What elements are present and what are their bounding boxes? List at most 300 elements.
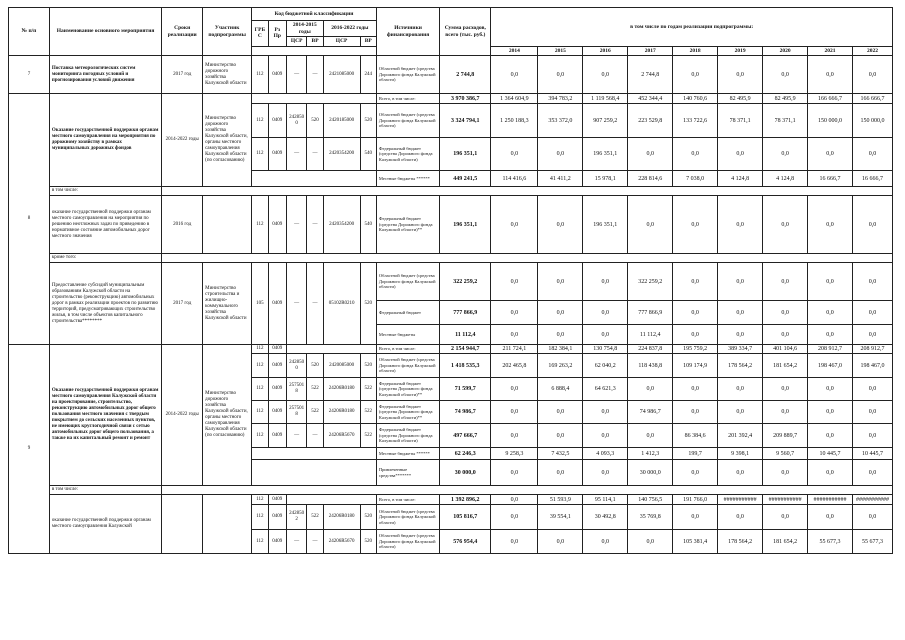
total-sum: 30 000,0	[440, 460, 491, 486]
document-page	[8, 7, 893, 631]
vr-code: —	[307, 196, 323, 254]
year-value: 0,0	[583, 401, 628, 424]
year-value: 0,0	[718, 263, 763, 301]
header-year-2020: 2020	[763, 46, 808, 56]
year-value: 10 445,7	[853, 448, 893, 460]
header-csr-2: ЦСР	[323, 37, 360, 47]
year-value: 0,0	[538, 138, 583, 171]
year-value: 130 754,8	[583, 345, 628, 354]
year-value: 0,0	[583, 56, 628, 94]
year-value: 0,0	[491, 401, 538, 424]
vr-code: 520	[360, 354, 376, 378]
year-value: 64 621,3	[583, 378, 628, 401]
term: 2016 год	[162, 196, 203, 254]
vr-code: —	[307, 56, 323, 94]
year-value: 9 560,7	[763, 448, 808, 460]
grbs-code: 112	[252, 505, 268, 530]
total-sum: 1 392 896,2	[440, 495, 491, 505]
year-value: 0,0	[808, 460, 853, 486]
year-value: 0,0	[491, 325, 538, 345]
year-value: 0,0	[538, 301, 583, 325]
year-value: 191 766,0	[673, 495, 718, 505]
header-csr-1: ЦСР	[286, 37, 306, 47]
header-2016-2022: 2016-2022 годы	[323, 21, 376, 37]
year-value: 82 495,9	[763, 94, 808, 104]
csr-code: —	[286, 56, 306, 94]
year-value: 389 334,7	[718, 345, 763, 354]
header-year-2015: 2015	[538, 46, 583, 56]
year-value: 0,0	[718, 301, 763, 325]
year-value: 0,0	[673, 401, 718, 424]
year-value: 209 889,7	[763, 424, 808, 448]
year-value: 0,0	[673, 505, 718, 530]
csr-code: 2575018	[286, 378, 306, 401]
csr-code: 2420354200	[323, 196, 360, 254]
header-vr-1: ВР	[307, 37, 323, 47]
rzpr-code: 0409	[268, 401, 286, 424]
vr-code: —	[307, 530, 323, 554]
year-value: 0,0	[808, 401, 853, 424]
vr-code: 522	[360, 378, 376, 401]
funding-source: Всего, в том числе:	[376, 94, 439, 104]
year-value: 0,0	[808, 424, 853, 448]
header-year-2017: 2017	[628, 46, 673, 56]
year-value: 78 371,1	[763, 104, 808, 138]
year-value: 35 769,8	[628, 505, 673, 530]
year-value: 140 760,6	[673, 94, 718, 104]
year-value: 0,0	[808, 301, 853, 325]
codes-empty	[286, 345, 376, 354]
year-value: 0,0	[583, 460, 628, 486]
year-value: 196 351,1	[583, 196, 628, 254]
year-value: 452 344,4	[628, 94, 673, 104]
year-value: 0,0	[763, 196, 808, 254]
year-value: 0,0	[853, 325, 893, 345]
year-value: 0,0	[853, 505, 893, 530]
csr-code: 24206R0180	[323, 505, 360, 530]
year-value: 78 371,1	[718, 104, 763, 138]
year-value: 211 724,1	[491, 345, 538, 354]
year-value: 0,0	[628, 378, 673, 401]
funding-source: Областной бюджет (средства Дорожного фонда Калужской области)	[376, 104, 439, 138]
measure-name: Оказание государственной поддержки органам местного самоуправления Калужской области на проектирование, строительство, реконструкцию автомобильных дорог общего пользования местного значения с твердым покрытием до сельских населенных пунктов, не имеющих круглогодичной связи с сетью автомобильных дорог общего пользования, а также на их капитальный ремонт и ремонт	[49, 345, 161, 486]
vr-code: 520	[360, 104, 376, 138]
codes-empty	[252, 460, 377, 486]
header-num: № п/п	[9, 8, 50, 56]
year-value: 2 744,8	[628, 56, 673, 94]
funding-source: Областной бюджет (средства Дорожного фонда Калужской области)	[376, 56, 439, 94]
year-value: 0,0	[628, 424, 673, 448]
csr-code: 2575018	[286, 401, 306, 424]
year-value: 105 381,4	[673, 530, 718, 554]
funding-source: Федеральный бюджет (средства Дорожного фонда Калужской области)**	[376, 378, 439, 401]
year-value: 228 814,6	[628, 171, 673, 187]
header-code-spacer	[252, 46, 377, 56]
header-sum: Сумма расходов, всего (тыс. руб.)	[440, 8, 491, 56]
header-source: Источники финансирования	[376, 8, 439, 56]
codes-empty	[252, 171, 377, 187]
rzpr-code: 0409	[268, 56, 286, 94]
total-sum: 322 259,2	[440, 263, 491, 301]
year-value: 15 978,1	[583, 171, 628, 187]
csr-code: —	[286, 196, 306, 254]
year-value: 0,0	[763, 56, 808, 94]
year-value: 0,0	[853, 424, 893, 448]
year-value: 7 038,0	[673, 171, 718, 187]
year-value: 114 416,6	[491, 171, 538, 187]
participant-empty	[203, 495, 252, 554]
rzpr-code: 0409	[268, 263, 286, 345]
year-value: 178 564,2	[718, 354, 763, 378]
year-value: 0,0	[763, 505, 808, 530]
total-sum: 196 351,1	[440, 138, 491, 171]
total-sum: 74 986,7	[440, 401, 491, 424]
vr-code: 520	[360, 263, 376, 345]
funding-source: Всего, в том числе:	[376, 345, 439, 354]
empty-cell	[162, 187, 893, 196]
year-value: 0,0	[853, 196, 893, 254]
header-vr-2: ВР	[360, 37, 376, 47]
year-value: 0,0	[491, 263, 538, 301]
total-sum: 105 816,7	[440, 505, 491, 530]
table-row	[9, 56, 893, 94]
year-value: ###########	[763, 495, 808, 505]
header-name: Наименование основного мероприятия	[49, 8, 161, 56]
year-value: 353 372,0	[538, 104, 583, 138]
vr-code: 520	[307, 354, 323, 378]
year-value: 907 259,2	[583, 104, 628, 138]
year-value: 39 554,1	[538, 505, 583, 530]
year-value: 199,7	[673, 448, 718, 460]
vr-code: 522	[307, 401, 323, 424]
year-value: 11 112,4	[628, 325, 673, 345]
total-sum: 2 154 944,7	[440, 345, 491, 354]
year-value: 0,0	[538, 263, 583, 301]
empty-cell	[162, 254, 893, 263]
year-value: 0,0	[491, 196, 538, 254]
grbs-code: 105	[252, 263, 268, 345]
year-value: 401 104,6	[763, 345, 808, 354]
year-value: 0,0	[673, 138, 718, 171]
year-value: 0,0	[583, 263, 628, 301]
header-year-2022: 2022	[853, 46, 893, 56]
year-value: 62 040,2	[583, 354, 628, 378]
codes-empty	[252, 94, 377, 104]
year-value: 7 432,5	[538, 448, 583, 460]
codes-empty	[252, 448, 377, 460]
csr-code: 2420185000	[323, 104, 360, 138]
year-value: 1 364 604,9	[491, 94, 538, 104]
year-value: 0,0	[763, 460, 808, 486]
rzpr-code: 0409	[268, 424, 286, 448]
total-sum: 1 418 535,3	[440, 354, 491, 378]
term: 2014-2022 годы	[162, 94, 203, 187]
header-years-group: в том числе по годам реализации подпрограммы:	[491, 8, 893, 47]
year-value: 0,0	[673, 263, 718, 301]
csr-code: —	[286, 263, 306, 345]
grbs-code: 112	[252, 401, 268, 424]
csr-code: —	[286, 530, 306, 554]
total-sum: 3 324 794,1	[440, 104, 491, 138]
year-value: 4 124,8	[763, 171, 808, 187]
vr-code: 520	[307, 104, 323, 138]
year-value: 0,0	[763, 138, 808, 171]
year-value: 777 866,9	[628, 301, 673, 325]
total-sum: 2 744,8	[440, 56, 491, 94]
total-sum: 3 970 386,7	[440, 94, 491, 104]
total-sum: 449 241,5	[440, 171, 491, 187]
funding-source: Местные бюджеты ******	[376, 448, 439, 460]
vr-code: —	[307, 424, 323, 448]
header-2014-2015: 2014-2015 годы	[286, 21, 323, 37]
year-value: 118 438,8	[628, 354, 673, 378]
vr-code: —	[307, 138, 323, 171]
year-value: 0,0	[853, 378, 893, 401]
funding-source: Местные бюджеты	[376, 325, 439, 345]
year-value: 195 759,2	[673, 345, 718, 354]
year-value: 224 837,8	[628, 345, 673, 354]
table-row	[9, 486, 893, 495]
term: 2014-2022 годы	[162, 345, 203, 486]
csr-code: 2421085000	[323, 56, 360, 94]
year-value: ###########	[718, 495, 763, 505]
header-participant: Участник подпрограммы	[203, 8, 252, 56]
grbs-code: 112	[252, 196, 268, 254]
year-value: 169 263,2	[538, 354, 583, 378]
year-value: 0,0	[763, 325, 808, 345]
year-value: 0,0	[718, 378, 763, 401]
total-sum: 11 112,4	[440, 325, 491, 345]
header-term: Сроки реализации	[162, 8, 203, 56]
year-value: 0,0	[538, 424, 583, 448]
header-budget-code: Код бюджетной классификации	[252, 8, 377, 21]
csr-code: 05102R0210	[323, 263, 360, 345]
rzpr-code: 0409	[268, 196, 286, 254]
grbs-code: 112	[252, 378, 268, 401]
year-value: 0,0	[763, 263, 808, 301]
year-value: 196 351,1	[583, 138, 628, 171]
year-value: 181 654,2	[763, 530, 808, 554]
budget-table	[8, 7, 893, 554]
year-value: 322 259,2	[628, 263, 673, 301]
csr-code: 2420354200	[323, 138, 360, 171]
table-row	[9, 94, 893, 104]
row-number: 9	[9, 345, 50, 554]
year-value: 0,0	[808, 505, 853, 530]
year-value: 140 756,5	[628, 495, 673, 505]
year-value: 10 445,7	[808, 448, 853, 460]
funding-source: Областной бюджет (средства Дорожного фонда Калужской области)	[376, 263, 439, 301]
year-value: ###########	[853, 495, 893, 505]
csr-code: 24206R0180	[323, 378, 360, 401]
year-value: 95 114,1	[583, 495, 628, 505]
year-value: 0,0	[673, 56, 718, 94]
rzpr-code: 0409	[268, 104, 286, 138]
year-value: 0,0	[763, 401, 808, 424]
year-value: 0,0	[538, 196, 583, 254]
year-value: 0,0	[491, 424, 538, 448]
year-value: 181 654,2	[763, 354, 808, 378]
csr-code: 2428500	[286, 104, 306, 138]
header-year-2019: 2019	[718, 46, 763, 56]
year-value: 223 529,8	[628, 104, 673, 138]
year-value: 0,0	[491, 460, 538, 486]
csr-code: 24206R0180	[323, 401, 360, 424]
year-value: 0,0	[628, 196, 673, 254]
year-value: 0,0	[853, 263, 893, 301]
year-value: 0,0	[853, 56, 893, 94]
year-value: ###########	[808, 495, 853, 505]
year-value: 4 124,8	[718, 171, 763, 187]
csr-code: 24206R5670	[323, 530, 360, 554]
year-value: 0,0	[718, 505, 763, 530]
csr-code: 2428502	[286, 505, 306, 530]
year-value: 0,0	[491, 495, 538, 505]
grbs-code: 112	[252, 495, 268, 505]
total-sum: 196 351,1	[440, 196, 491, 254]
year-value: 198 467,0	[853, 354, 893, 378]
participant: Министерство дорожного хозяйства Калужской области, органы местного самоуправления Калужской области (по согласованию)	[203, 94, 252, 187]
year-value: 0,0	[491, 505, 538, 530]
vr-code: 522	[307, 505, 323, 530]
year-value: 86 384,6	[673, 424, 718, 448]
csr-code: 2428500	[286, 354, 306, 378]
vr-code: 520	[360, 530, 376, 554]
measure-name: Оказание государственной поддержки органам местного самоуправления на мероприятия по дорожному хозяйству в рамках муниципальных дорожных фондов	[49, 94, 161, 187]
year-value: 0,0	[763, 378, 808, 401]
rzpr-code: 0409	[268, 354, 286, 378]
year-value: 0,0	[808, 196, 853, 254]
year-value: 0,0	[718, 56, 763, 94]
funding-source: Федеральный бюджет (средства Дорожного фонда Калужской области)**	[376, 196, 439, 254]
year-value: 198 467,0	[808, 354, 853, 378]
vr-code: 244	[360, 56, 376, 94]
empty-cell	[162, 486, 893, 495]
year-value: 4 093,3	[583, 448, 628, 460]
measure-name: Поставка метеорологических систем мониторинга погодных условий и прогнозирования условий движения	[49, 56, 161, 94]
funding-source: Местные бюджеты ******	[376, 171, 439, 187]
rzpr-code: 0409	[268, 530, 286, 554]
rzpr-code: 0409	[268, 138, 286, 171]
year-value: 0,0	[583, 530, 628, 554]
header-year-2021: 2021	[808, 46, 853, 56]
year-value: 0,0	[583, 424, 628, 448]
vr-code: —	[307, 263, 323, 345]
year-value: 0,0	[853, 401, 893, 424]
year-value: 0,0	[853, 301, 893, 325]
year-value: 55 677,3	[808, 530, 853, 554]
funding-source: Всего, в том числе:	[376, 495, 439, 505]
total-sum: 62 246,3	[440, 448, 491, 460]
codes-empty	[286, 495, 376, 505]
total-sum: 71 599,7	[440, 378, 491, 401]
year-value: 0,0	[538, 56, 583, 94]
term: 2017 год	[162, 263, 203, 345]
year-value: 82 495,9	[718, 94, 763, 104]
year-value: 0,0	[853, 460, 893, 486]
term-empty	[162, 495, 203, 554]
vr-code: 540	[360, 138, 376, 171]
header-grbs: ГРБС	[252, 21, 268, 47]
year-value: 0,0	[718, 325, 763, 345]
grbs-code: 112	[252, 345, 268, 354]
year-value: 1 119 568,4	[583, 94, 628, 104]
year-value: 0,0	[673, 378, 718, 401]
year-value: 0,0	[628, 138, 673, 171]
year-value: 30 492,8	[583, 505, 628, 530]
year-value: 150 000,0	[853, 104, 893, 138]
year-value: 0,0	[808, 378, 853, 401]
year-value: 0,0	[538, 401, 583, 424]
section-label: в том числе:	[49, 187, 161, 196]
participant: Министерство дорожного хозяйства Калужской области	[203, 56, 252, 94]
year-value: 0,0	[673, 196, 718, 254]
year-value: 0,0	[808, 263, 853, 301]
funding-source: Федеральный бюджет (средства Дорожного фонда Калужской области)	[376, 424, 439, 448]
year-value: 0,0	[583, 301, 628, 325]
year-value: 0,0	[538, 460, 583, 486]
vr-code: 540	[360, 196, 376, 254]
funding-source: Федеральный бюджет	[376, 301, 439, 325]
year-value: 9 258,3	[491, 448, 538, 460]
year-value: 9 398,1	[718, 448, 763, 460]
year-value: 133 722,6	[673, 104, 718, 138]
vr-code: 522	[307, 378, 323, 401]
year-value: 201 392,4	[718, 424, 763, 448]
year-value: 0,0	[718, 401, 763, 424]
year-value: 178 564,2	[718, 530, 763, 554]
year-value: 0,0	[491, 378, 538, 401]
rzpr-code: 0409	[268, 505, 286, 530]
header-year-2018: 2018	[673, 46, 718, 56]
year-value: 0,0	[538, 325, 583, 345]
rzpr-code: 0409	[268, 495, 286, 505]
sub-measure-name: Предоставление субсидий муниципальным образованиям Калужской области на строительство (реконструкцию) автомобильных дорог в рамках реализации проектов по развитию территорий, предусматривающих строительство жилья, в том числе объектов капитального строительства********	[49, 263, 161, 345]
header-year-2016: 2016	[583, 46, 628, 56]
year-value: 182 384,1	[538, 345, 583, 354]
table-row	[9, 263, 893, 301]
participant: Министерство строительства и жилищно-коммунального хозяйства Калужской области	[203, 263, 252, 345]
funding-source: Областной бюджет (средства Дорожного фонда Калужской области)	[376, 505, 439, 530]
grbs-code: 112	[252, 424, 268, 448]
grbs-code: 112	[252, 138, 268, 171]
year-value: 41 411,2	[538, 171, 583, 187]
table-row	[9, 495, 893, 505]
year-value: 0,0	[718, 460, 763, 486]
year-value: 74 986,7	[628, 401, 673, 424]
year-value: 208 912,7	[853, 345, 893, 354]
rzpr-code: 0409	[268, 345, 286, 354]
table-row	[9, 254, 893, 263]
year-value: 202 465,8	[491, 354, 538, 378]
year-value: 0,0	[673, 460, 718, 486]
funding-source: Областной бюджет (средства Дорожного фонда Калужской области)	[376, 530, 439, 554]
grbs-code: 112	[252, 354, 268, 378]
table-row	[9, 196, 893, 254]
year-value: 0,0	[808, 56, 853, 94]
year-value: 0,0	[491, 301, 538, 325]
year-value: 0,0	[491, 56, 538, 94]
year-value: 55 677,3	[853, 530, 893, 554]
sub-measure-name: оказание государственной поддержки органам местного самоуправления Калужской	[49, 495, 161, 554]
csr-code: —	[286, 424, 306, 448]
year-value: 1 412,3	[628, 448, 673, 460]
year-value: 0,0	[808, 138, 853, 171]
total-sum: 497 666,7	[440, 424, 491, 448]
vr-code: 522	[360, 401, 376, 424]
year-value: 0,0	[538, 530, 583, 554]
participant-empty	[203, 196, 252, 254]
